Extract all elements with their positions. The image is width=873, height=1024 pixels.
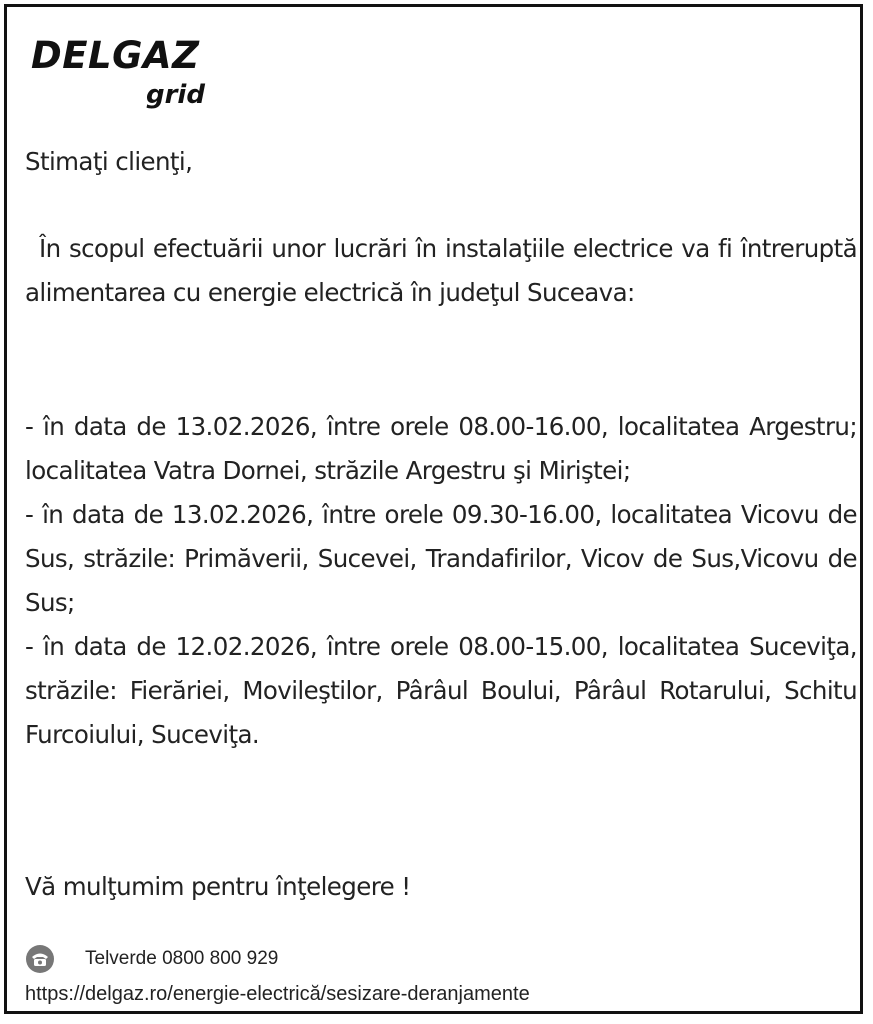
telverde-line <box>25 941 278 977</box>
notice-frame <box>4 4 863 1014</box>
closing-text: Vă mulţumim pentru înţelegere ! <box>25 872 411 901</box>
intro-paragraph: În scopul efectuării unor lucrări în instalaţiile electrice va fi întreruptă alimentarea cu energie electrică în judeţul Suceava: <box>25 234 857 307</box>
outage-item-3: - în data de 12.02.2026, între orele 08.00-15.00, localitatea Suceviţa, străzile: Fierăriei, Movileştilor, Pârâul Boului, Pârâul Rotarului, Schitu Furcoiului, Suceviţa. <box>25 632 857 749</box>
delgaz-grid-logo <box>29 31 234 111</box>
logo-brand-text: DELGAZ <box>31 34 200 77</box>
outage-list <box>25 405 857 757</box>
telverde-number: Telverde 0800 800 929 <box>85 948 279 969</box>
phone-icon <box>25 944 55 974</box>
outage-item-2: - în data de 13.02.2026, între orele 09.30-16.00, localitatea Vicovu de Sus, străzile: Primăverii, Sucevei, Trandafirilor, Vicov de Sus,Vicovu de Sus; <box>25 500 857 617</box>
complaint-url[interactable]: https://delgaz.ro/energie-electrică/sesizare-deranjamente <box>25 983 530 1005</box>
salutation: Stimaţi clienţi, <box>25 147 193 176</box>
outage-item-1: - în data de 13.02.2026, între orele 08.00-16.00, localitatea Argestru; localitatea Vatra Dornei, străzile Argestru şi Miriştei; <box>25 412 857 485</box>
logo-sub-text: grid <box>146 80 205 110</box>
